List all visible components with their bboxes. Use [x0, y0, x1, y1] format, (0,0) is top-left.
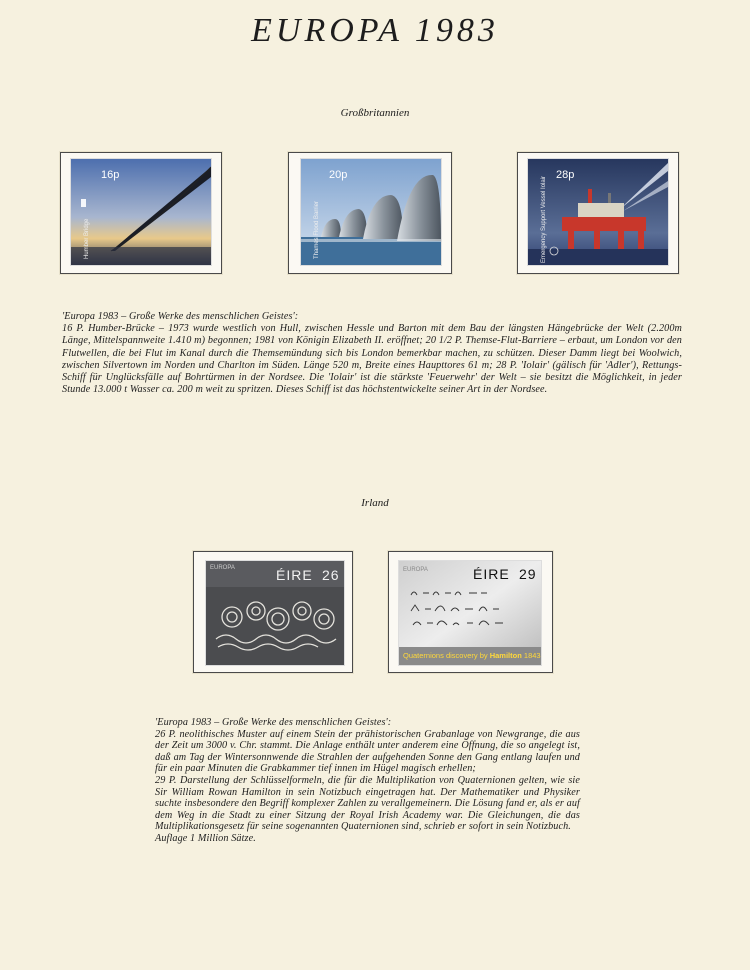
stamp-mount-thames — [288, 152, 452, 274]
europa-mark: EUROPA — [210, 565, 235, 571]
stamp-thames-barrier — [301, 159, 441, 265]
stamp-country: ÉIRE — [276, 567, 313, 583]
ie-description — [155, 717, 580, 845]
stamp-humber-bridge — [71, 159, 211, 265]
stamp-country: ÉIRE — [473, 566, 510, 582]
ie-description-edition: Auflage 1 Million Sätze. — [155, 832, 256, 844]
stamp-newgrange — [206, 561, 344, 665]
humber-bridge-image — [71, 159, 211, 265]
stamp-value: 29 — [519, 566, 537, 582]
caption-name: Hamilton — [489, 651, 522, 660]
page-title: EUROPA 1983 — [251, 12, 499, 49]
stamp-mount-newgrange — [193, 551, 353, 673]
caption-year: 1843 — [523, 651, 541, 660]
stamp-value: 20p — [329, 169, 348, 181]
stamp-value: 26 — [322, 567, 340, 583]
section-heading-gb: Großbritannien — [340, 107, 410, 119]
section-heading-ireland: Irland — [361, 497, 389, 509]
stamp-mount-humber — [60, 152, 222, 274]
thames-barrier-image — [301, 159, 441, 265]
gb-description-body: 16 P. Humber-Brücke – 1973 wurde westlich von Hull, zwischen Hessle und Barton mit dem Bau der längsten Hängebrücke der Welt (2.200m Länge, Mittelspannweite 1.410 m) begonnen; 1981 von Königin Elizabeth II. eröffnet; 20 1/2 P. Themse-Flut-Barriere – erbaut, um London vor den Flutwellen, die bei Flut im Kanal durch die Themsemündung sich bis London bemerkbar machen, zu schützen. Dieser Damm liegt bei Woolwich, zwischen Silvertown im Norden und Charlton im Süden. Länge 520 m, Breite eines Haupttores 61 m; 28 P. 'Iolair' (gälisch für 'Adler'), Rettungs-Schiff für Unglücksfälle auf Bohrtürmen in der Nordsee. Die 'Iolair' ist die stärkste 'Feuerwehr' der Welt – sie besitzt die Möglichkeit, in jeder Stunde 13.000 t Wasser ca. 200 m weit zu spritzen. Dieses Schiff ist das höchstentwickelte seiner Art in der Nordsee. — [62, 323, 682, 396]
caption-prefix: Quaternions discovery by — [403, 651, 488, 660]
europa-mark: EUROPA — [403, 567, 428, 573]
stamp-caption: Thames Flood Barrier — [314, 200, 320, 259]
stamp-hamilton — [399, 561, 541, 665]
gb-description — [62, 311, 682, 396]
ie-description-29p: 29 P. Darstellung der Schlüsselformeln, die für die Multiplikation von Quaternionen gelten, wie sie Sir William Rowan Hamilton in sein Notizbuch eingetragen hat. Der Mathematiker und Physiker suchte insbesondere den Begriff komplexer Zahlen zu verallgemeinern. Die Lösung fand er, als er auf dem Weg in die Stadt zu einer Sitzung der Royal Irish Academy war. Die Gleichungen, die das Multiplikationsgesetz für seine sogenannten Quaternionen sind, schrieb er sofort in sein Notizbuch. — [155, 774, 580, 833]
gb-description-title: 'Europa 1983 – Große Werke des menschlichen Geistes': — [62, 311, 299, 322]
stamp-value: 16p — [101, 169, 120, 181]
stamp-caption: Emergency Support Vessel Iolair — [541, 175, 547, 263]
stamp-mount-iolair — [517, 152, 679, 274]
stamp-caption: Humber Bridge — [84, 218, 90, 259]
stamp-mount-hamilton — [388, 551, 553, 673]
iolair-image — [528, 159, 668, 265]
ie-description-title: 'Europa 1983 – Große Werke des menschlichen Geistes': — [155, 717, 392, 728]
stamp-caption — [403, 651, 541, 660]
ie-description-26p: 26 P. neolithisches Muster auf einem Stein der prähistorischen Grabanlage von Newgrange, die aus der Zeit um 3000 v. Chr. stammt. Die Anlage enthält unter anderem eine Öffnung, die so angelegt ist, daß am Tag der Wintersonnwende die Strahlen der aufgehenden Sonne den Gang entlang laufen und für ein paar Minuten die Grabkammer tief innen im Hügel magisch erhellen; — [155, 728, 580, 775]
stamp-iolair — [528, 159, 668, 265]
stamp-value: 28p — [556, 169, 575, 181]
